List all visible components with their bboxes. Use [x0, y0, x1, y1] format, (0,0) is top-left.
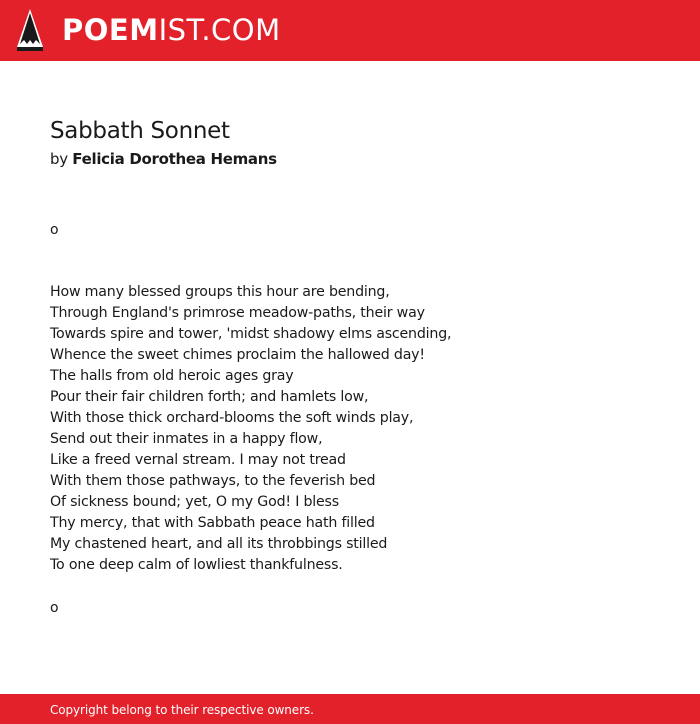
logo-text-light: IST.COM	[158, 13, 281, 47]
poem-line: With those thick orchard-blooms the soft winds play,	[50, 410, 414, 426]
poem-title: Sabbath Sonnet	[50, 118, 230, 144]
site-footer	[0, 694, 700, 724]
poem-line: How many blessed groups this hour are bending,	[50, 284, 390, 300]
poem-line: My chastened heart, and all its throbbings stilled	[50, 536, 388, 552]
poem-line: Through England's primrose meadow-paths, their way	[50, 305, 425, 321]
logo-text-bold: POEM	[62, 13, 159, 47]
poem-line: Whence the sweet chimes proclaim the hallowed day!	[50, 347, 425, 363]
byline	[50, 149, 277, 169]
site-header	[0, 0, 700, 61]
poem-line: The halls from old heroic ages gray	[50, 368, 294, 384]
by-label: by	[50, 150, 68, 168]
pencil-icon[interactable]	[16, 9, 44, 51]
poem-line: Of sickness bound; yet, O my God! I bless	[50, 494, 339, 510]
poem-line: Pour their fair children forth; and hamlets low,	[50, 389, 369, 405]
site-logo[interactable]	[62, 14, 281, 46]
poem-line: With them those pathways, to the feverish bed	[50, 473, 376, 489]
poem-line: To one deep calm of lowliest thankfulness.	[50, 557, 343, 573]
poem-line: Send out their inmates in a happy flow,	[50, 431, 323, 447]
author-name[interactable]: Felicia Dorothea Hemans	[72, 150, 277, 168]
poem-body	[50, 282, 451, 576]
poem-line: Like a freed vernal stream. I may not tread	[50, 452, 346, 468]
section-marker-bottom: o	[50, 600, 59, 616]
poem-line: Thy mercy, that with Sabbath peace hath filled	[50, 515, 375, 531]
copyright-text: Copyright belong to their respective owners.	[50, 703, 314, 717]
poem-line: Towards spire and tower, 'midst shadowy elms ascending,	[50, 326, 452, 342]
section-marker-top: o	[50, 222, 59, 238]
